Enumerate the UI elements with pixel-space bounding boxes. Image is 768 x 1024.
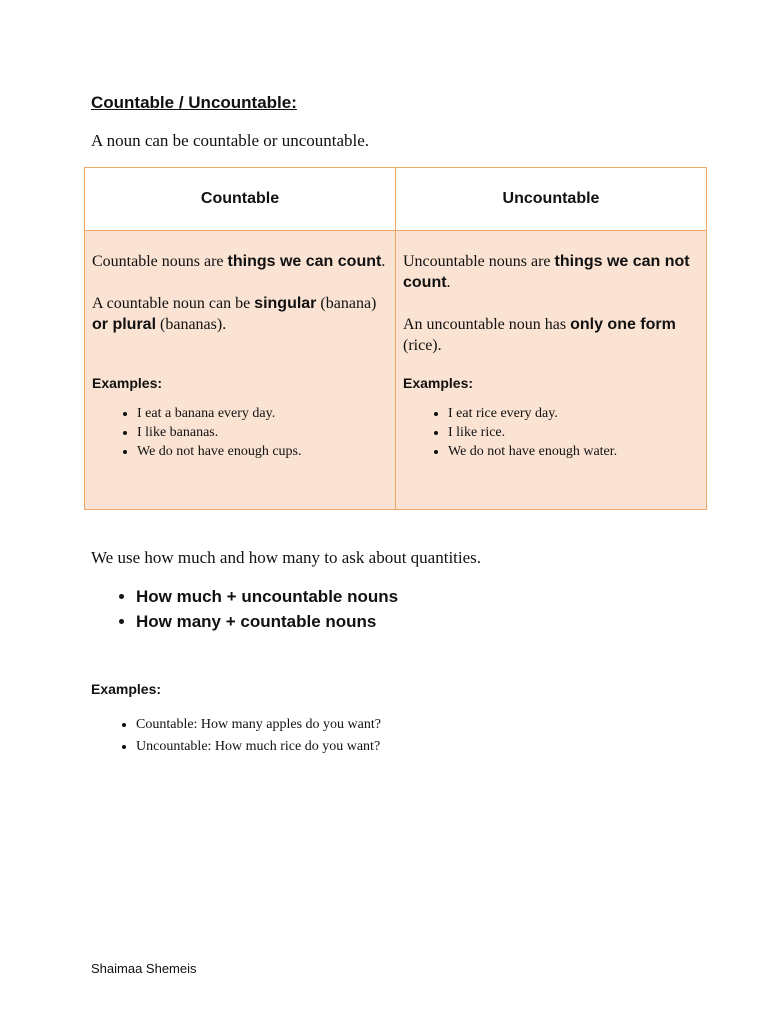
list-item: • Uncountable: How much rice do you want? <box>136 736 381 758</box>
rule-item: • How much + uncountable nouns <box>136 584 398 609</box>
list-item: • We do not have enough cups. <box>137 442 388 461</box>
quantities-intro: We use how much and how many to ask about quantities. <box>91 548 482 567</box>
countable-definition-pre: Countable nouns are <box>92 253 228 270</box>
rules-list <box>91 584 398 634</box>
list-item: • We do not have enough water. <box>448 442 699 461</box>
countable-definition-bold: things we can count <box>227 253 382 270</box>
header-uncountable: Uncountable <box>396 168 707 231</box>
uncountable-definition-post: . <box>446 274 451 291</box>
list-item: • I eat rice every day. <box>448 404 699 423</box>
uncountable-form-post: (rice). <box>403 337 442 354</box>
uncountable-form <box>403 314 699 356</box>
uncountable-examples-list <box>403 404 699 461</box>
page-title: Countable / Uncountable: <box>91 93 297 112</box>
uncountable-definition-bold: things we can not count <box>403 253 690 291</box>
countable-form-mid: (banana) <box>316 295 377 312</box>
list-item: • I like bananas. <box>137 423 388 442</box>
examples-label: Examples: <box>91 681 162 697</box>
countable-form-pre: A countable noun can be <box>92 295 255 312</box>
uncountable-examples-label: Examples: <box>403 375 474 391</box>
examples-list <box>91 714 381 758</box>
table-header-row <box>85 168 707 231</box>
rule-item: • How many + countable nouns <box>136 609 398 634</box>
countable-examples-list <box>92 404 388 461</box>
countable-cell <box>85 231 396 510</box>
countable-examples-label: Examples: <box>92 375 163 391</box>
countable-form-plural: or plural <box>92 316 157 333</box>
countable-form-post: (bananas). <box>156 316 227 333</box>
list-item: • I like rice. <box>448 423 699 442</box>
uncountable-definition-pre: Uncountable nouns are <box>403 253 555 270</box>
intro-sentence: A noun can be countable or uncountable. <box>91 131 370 150</box>
uncountable-form-pre: An uncountable noun has <box>403 316 571 333</box>
countable-definition <box>92 251 388 272</box>
list-item: • I eat a banana every day. <box>137 404 388 423</box>
countable-form-singular: singular <box>254 295 317 312</box>
list-item: • Countable: How many apples do you want? <box>136 714 381 736</box>
countable-form <box>92 293 388 335</box>
uncountable-cell <box>396 231 707 510</box>
noun-comparison-table <box>84 167 707 510</box>
header-countable: Countable <box>85 168 396 231</box>
uncountable-definition <box>403 251 699 293</box>
uncountable-form-bold: only one form <box>570 316 676 333</box>
countable-definition-post: . <box>381 253 386 270</box>
table-body-row <box>85 231 707 510</box>
footer-author: Shaimaa Shemeis <box>91 961 197 976</box>
